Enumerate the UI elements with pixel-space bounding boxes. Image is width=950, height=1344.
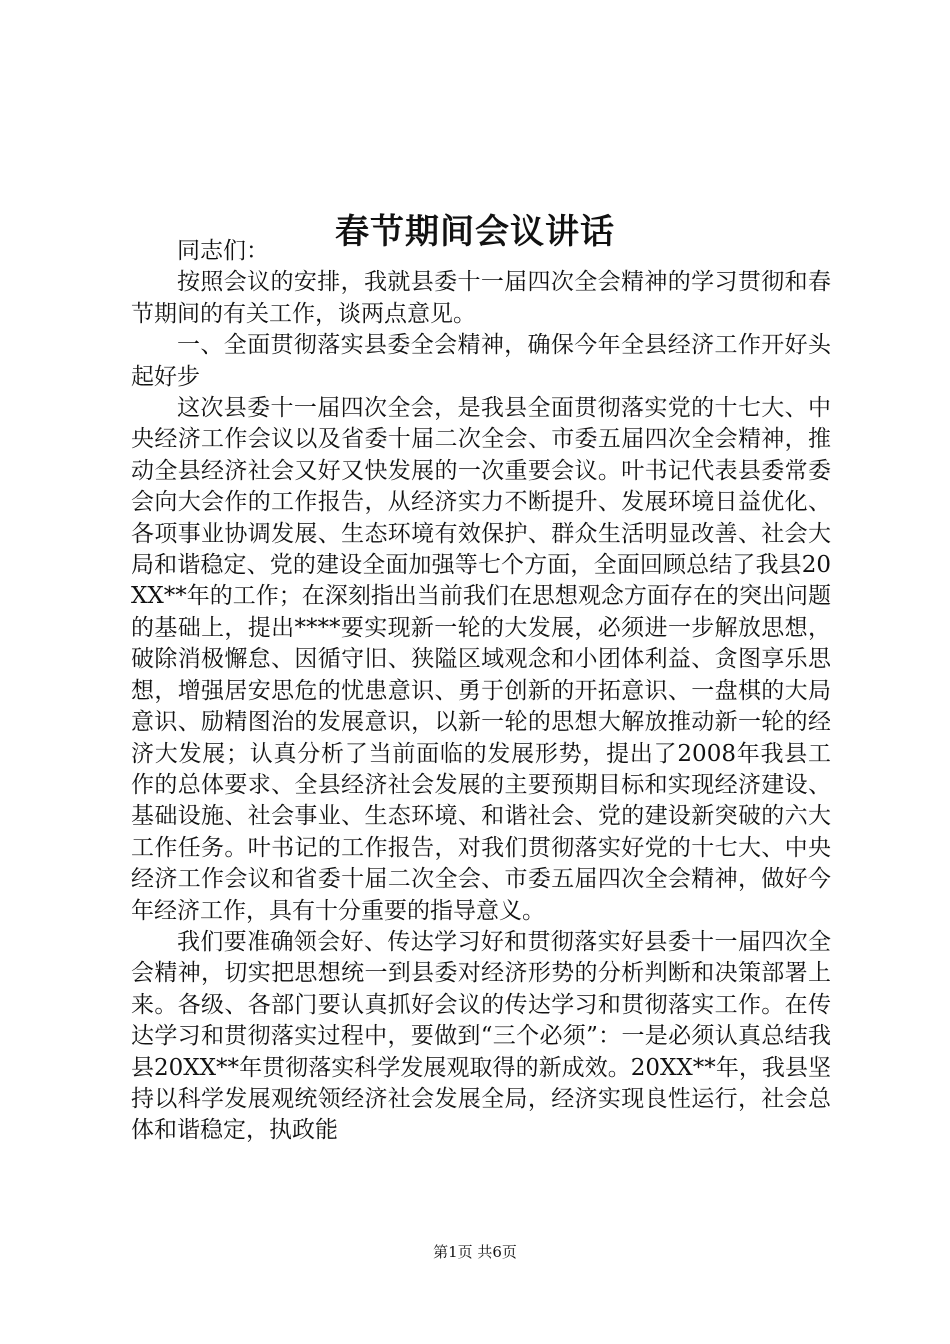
body-paragraph: 我们要准确领会好、传达学习好和贯彻落实好县委十一届四次全会精神，切实把思想统一到县委对经济形势的分析判断和决策部署上来。各级、各部门要认真抓好会议的传达学习和贯彻落实工作。在传达学习和贯彻落实过程中，要做到“三个必须”：一是必须认真总结我县20XX**年贯彻落实科学发展观取得的新成效。20XX**年，我县坚持以科学发展观统领经济社会发展全局，经济实现良性运行，社会总体和谐稳定，执政能 [131,928,831,1144]
intro-paragraph: 按照会议的安排，我就县委十一届四次全会精神的学习贯彻和春节期间的有关工作，谈两点意见。 [131,269,831,327]
document-title: 春节期间会议讲话 [335,211,615,252]
section-heading-paragraph: 一、全面贯彻落实县委全会精神，确保今年全县经济工作开好头起好步 [131,332,831,390]
body-paragraph: 这次县委十一届四次全会，是我县全面贯彻落实党的十七大、中央经济工作会议以及省委十届二次全会、市委五届四次全会精神，推动全县经济社会又好又快发展的一次重要会议。叶书记代表县委常委会向大会作的工作报告，从经济实力不断提升、发展环境日益优化、各项事业协调发展、生态环境有效保护、群众生活明显改善、社会大局和谐稳定、党的建设全面加强等七个方面，全面回顾总结了我县20XX**年的工作；在深刻指出当前我们在思想观念方面存在的突出问题的基础上，提出****要实现新一轮的大发展，必须进一步解放思想，破除消极懈怠、因循守旧、狭隘区域观念和小团体利益、贪图享乐思想，增强居安思危的忧患意识、勇于创新的开拓意识、一盘棋的大局意识、励精图治的发展意识，以新一轮的思想大解放推动新一轮的经济大发展；认真分析了当前面临的发展形势，提出了2008年我县工作的总体要求、全县经济社会发展的主要预期目标和实现经济建设、基础设施、社会事业、生态环境、和谐社会、党的建设新突破的六大工作任务。叶书记的工作报告，对我们贯彻落实好党的十七大、中央经济工作会议和省委十届二次全会、市委五届四次全会精神，做好今年经济工作，具有十分重要的指导意义。 [131,395,831,924]
salutation-paragraph: 同志们： [177,238,269,264]
document-body [131,236,831,1147]
page-number-footer: 第1页 共6页 [433,1243,517,1261]
